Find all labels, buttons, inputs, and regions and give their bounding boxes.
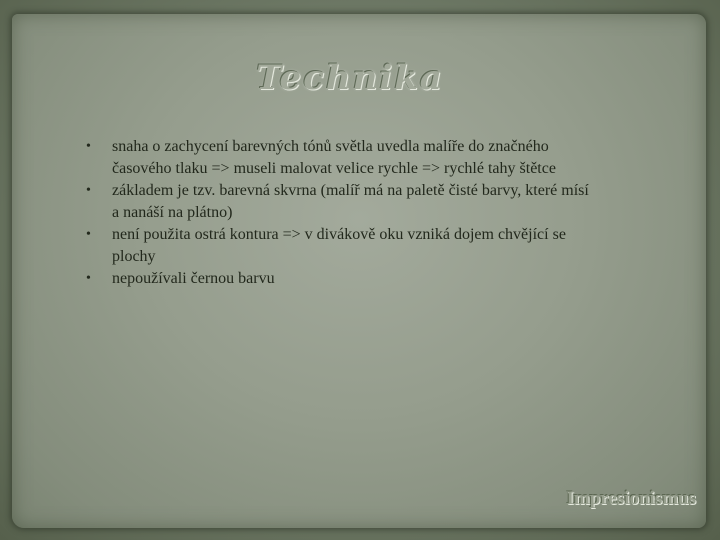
bullet-marker: •	[86, 271, 91, 286]
bullet-marker: •	[86, 139, 91, 154]
bullet-text: nepoužívali černou barvu	[112, 270, 275, 287]
slide-footer: Impresionismus	[566, 488, 696, 509]
bullet-text: není použita ostrá kontura => v divákově oku vzniká dojem chvějící se plochy	[112, 226, 566, 265]
bullet-item	[86, 224, 596, 268]
bullet-item	[86, 180, 596, 224]
bullet-marker: •	[86, 183, 91, 198]
bullet-item	[86, 268, 596, 290]
slide-title: Technika	[256, 58, 444, 98]
bullet-marker: •	[86, 227, 91, 242]
bullet-item	[86, 136, 596, 180]
bullet-text: základem je tzv. barevná skvrna (malíř má na paletě čisté barvy, které mísí a nanáší na plátno)	[112, 182, 589, 221]
bullet-list	[86, 136, 596, 290]
bullet-text: snaha o zachycení barevných tónů světla uvedla malíře do značného časového tlaku => museli malovat velice rychle => rychlé tahy štětce	[112, 138, 556, 177]
